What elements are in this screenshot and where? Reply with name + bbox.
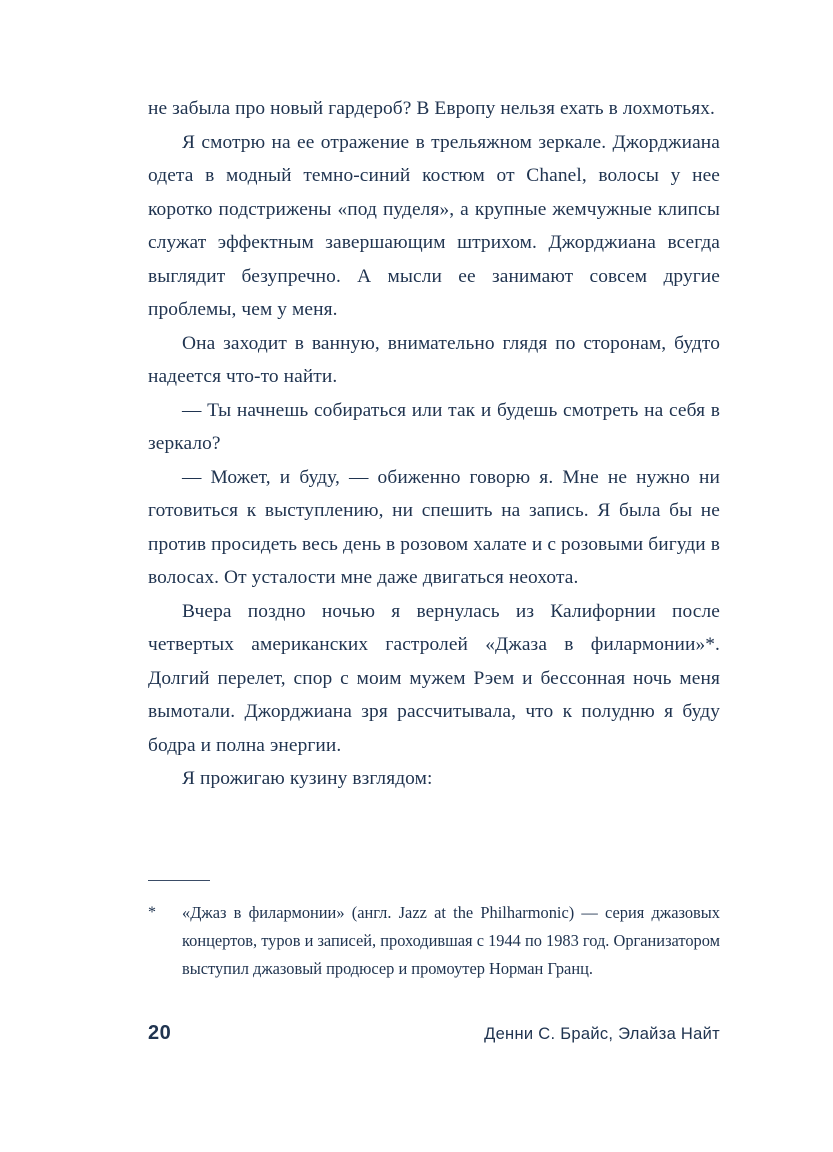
- paragraph: Я прожигаю кузину взглядом:: [182, 768, 433, 789]
- paragraph: — Ты начнешь собираться или так и будешь смотреть на себя в зеркало?: [148, 399, 720, 454]
- paragraph: Я смотрю на ее отражение в трельяжном зеркале. Джорджиана одета в модный темно-синий костюм от Chanel, волосы у нее коротко подстрижены «под пуделя», а крупные жемчужные клипсы служат эффектным завершающим штрихом. Джорджиана всегда выглядит безупречно. А мысли ее занимают совсем другие проблемы, чем у меня.: [148, 131, 720, 320]
- footnote-text: «Джаз в филармонии» (англ. Jazz at the Philharmonic) — серия джазовых концертов, туров и записей, проходившая с 1944 по 1983 год. Организатором выступил джазовый продюсер и промоутер Норман Гранц.: [182, 903, 720, 978]
- body-text: [148, 92, 720, 796]
- footnote-marker: *: [148, 904, 156, 921]
- footnote-block: [148, 880, 720, 983]
- running-title: Денни С. Брайс, Элайза Найт: [484, 1025, 720, 1043]
- page-footer: [148, 1022, 720, 1045]
- paragraph: Вчера поздно ночью я вернулась из Калифорнии после четвертых американских гастролей «Джаза в филармонии»*. Долгий перелет, спор с моим мужем Рэем и бессонная ночь меня вымотали. Джорджиана зря рассчитывала, что к полудню я буду бодра и полна энергии.: [148, 600, 720, 756]
- paragraph: не забыла про новый гардероб? В Европу нельзя ехать в лохмотьях.: [148, 98, 715, 119]
- footnote-row: [148, 899, 720, 983]
- footnote-separator: [148, 880, 210, 881]
- paragraph: — Может, и буду, — обиженно говорю я. Мне не нужно ни готовиться к выступлению, ни спешить на запись. Я была бы не против просидеть весь день в розовом халате и с розовыми бигуди в волосах. От усталости мне даже двигаться неохота.: [148, 466, 720, 588]
- paragraph: Она заходит в ванную, внимательно глядя по сторонам, будто надеется что-то найти.: [148, 332, 720, 387]
- page-number: 20: [148, 1022, 172, 1044]
- page-body: [148, 92, 720, 796]
